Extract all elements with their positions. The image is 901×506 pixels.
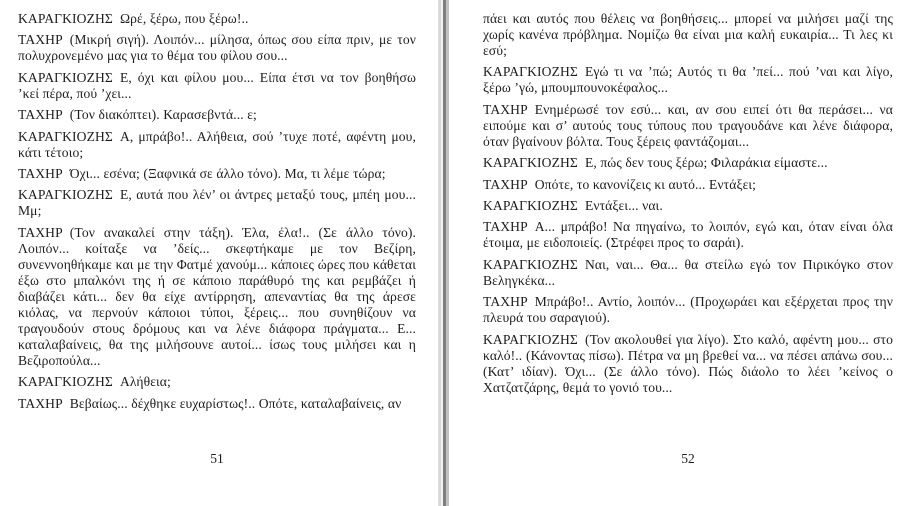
dialogue-text: Όχι... εσένα; (Ξαφνικά σε άλλο τόνο). Μα, τι λέμε τώρα; [69,165,386,181]
dialogue-text: Ε, αυτά που λέν’ οι άντρες μεταξύ τους, μπέη μου... Μμ; [18,187,416,219]
dialogue-paragraph [18,11,416,27]
dialogue-text: Οπότε, το κανονίζεις κι αυτό... Εντάξει; [534,176,757,192]
dialogue-paragraph [18,374,416,390]
page-number-left: 51 [210,451,224,466]
speaker-name: ΚΑΡΑΓΚΙΟΖΗΣ [483,64,578,80]
dialogue-paragraph [18,225,416,369]
speaker-name: ΚΑΡΑΓΚΙΟΖΗΣ [483,256,578,272]
dialogue-text: (Μικρή σιγή). Λοιπόν... μίλησα, όπως σου είπα πριν, με τον πολυχρονεμένο μας για το θέμα του φίλου σου... [18,32,416,64]
speaker-name: ΚΑΡΑΓΚΙΟΖΗΣ [18,11,113,26]
dialogue-paragraph [483,177,893,193]
dialogue-text: Εντάξει... ναι. [584,197,663,213]
dialogue-text: Εγώ τι να ’πώ; Αυτός τι θα ’πεί... πού ’ναι και λίγο, ξέρω ’γώ, μπουμπουνοκέφαλος... [483,64,893,96]
speaker-name: ΚΑΡΑΓΚΙΟΖΗΣ [18,187,113,203]
dialogue-paragraph [483,219,893,251]
dialogue-text: Βεβαίως... δέχθηκε ευχαρίστως!.. Οπότε, καταλαβαίνεις, αν [69,395,402,411]
left-page [18,11,416,417]
dialogue-paragraph [483,155,893,171]
dialogue-text: Ωρέ, ξέρω, που ξέρω!.. [119,11,249,26]
dialogue-paragraph [483,294,893,326]
speaker-name: ΚΑΡΑΓΚΙΟΖΗΣ [18,128,113,144]
dialogue-text: Α, μπράβο!.. Αλήθεια, σού ’τυχε ποτέ, αφέντη μου, κάτι τέτοιο; [18,128,416,160]
dialogue-paragraph [18,166,416,182]
dialogue-text: Α... μπράβο! Να πηγαίνω, το λοιπόν, εγώ και, όταν είναι όλα έτοιμα, με ειδοποιείς. (Στρέφει προς το σαράι). [483,219,893,251]
dialogue-paragraph [483,11,893,59]
dialogue-paragraph [483,257,893,289]
dialogue-paragraph [483,332,893,396]
dialogue-paragraph [18,396,416,412]
speaker-name: ΚΑΡΑΓΚΙΟΖΗΣ [18,69,113,85]
speaker-name: ΤΑΧΗΡ [483,101,528,117]
dialogue-paragraph [483,198,893,214]
dialogue-paragraph [18,32,416,64]
dialogue-text: Ε, πώς δεν τους ξέρω; Φιλαράκια είμαστε... [584,155,828,171]
dialogue-paragraph [18,107,416,123]
speaker-name: ΚΑΡΑΓΚΙΟΖΗΣ [483,155,578,171]
speaker-name: ΚΑΡΑΓΚΙΟΖΗΣ [483,197,578,213]
dialogue-paragraph [18,70,416,102]
speaker-name: ΤΑΧΗΡ [18,165,63,181]
speaker-name: ΤΑΧΗΡ [18,395,63,411]
speaker-name: ΤΑΧΗΡ [483,219,528,235]
speaker-name: ΚΑΡΑΓΚΙΟΖΗΣ [483,331,578,347]
dialogue-text: (Τον ακολουθεί για λίγο). Στο καλό, αφέντη μου... στο καλό!.. (Κάνοντας πίσω). Πέτρα να μη βρεθεί να... να πέσει απάνω σου... (Κατ’ ιδίαν). Όχι... (Σε άλλο τόνο). Πώς διάολο το λέει ’κείνος ο Χατζατζάρης, θεμά το γονιό του... [483,331,893,395]
page-gutter-divider [436,0,452,506]
dialogue-text: (Τον διακόπτει). Καρασεβντά... ε; [69,107,257,123]
page-number-right: 52 [681,451,695,466]
speaker-name: ΤΑΧΗΡ [18,32,63,48]
dialogue-text: Ενημέρωσέ τον εσύ... και, αν σου ειπεί ότι θα περάσει... να ειπούμε και σ’ αυτούς τους τύπους που τραγουδάνε και λένε διάφορα, όταν βγαίνουν βόλτα. Τους ξέρεις φαντάζομαι... [483,101,893,149]
dialogue-paragraph [483,102,893,150]
speaker-name: ΤΑΧΗΡ [18,107,63,123]
right-page [483,11,893,401]
dialogue-text: Αλήθεια; [119,374,171,390]
dialogue-paragraph [18,187,416,219]
dialogue-paragraph [18,129,416,161]
dialogue-text: Μπράβο!.. Αντίο, λοιπόν... (Προχωράει και εξέρχεται προς την πλευρά του σαραγιού). [483,294,893,326]
speaker-name: ΤΑΧΗΡ [18,224,63,240]
speaker-name: ΤΑΧΗΡ [483,176,528,192]
speaker-name: ΤΑΧΗΡ [483,294,528,310]
dialogue-text: πάει και αυτός που θέλεις να βοηθήσεις... μπορεί να μιλήσει μαζί της χωρίς κανένα πρόβλημα. Νομίζω θα είναι μια καλή ευκαιρία... Τι λες κι εσύ; [483,11,893,58]
dialogue-paragraph [483,64,893,96]
dialogue-text: (Τον ανακαλεί στην τάξη). Έλα, έλα!.. (Σε άλλο τόνο). Λοιπόν... κοίταξε να ’δείς... σκεφτήκαμε με τον Βεζίρη, συνεννοηθήκαμε και με την Φατμέ χανούμ... κάποιες ώρες που κάθεται έξω στο μπαλκόνι της ή σε κάποιο παράθυρό της και ρεμβάζει ή διαβάζει κάτι... δεν θα είχε αντίρρηση, απεναντίας θα της άρεσε κιόλας, να περνούν κάποιοι τύποι, ξέρεις... που συνηθίζουν να τραγουδούν στους δρόμους και να λένε διάφορα πράγματα... Ε... καταλαβαίνεις, θα της μιλήσουνε αυτοί... ίσως τους μιλήσει και η Βεζιροπούλα... [18,224,416,368]
speaker-name: ΚΑΡΑΓΚΙΟΖΗΣ [18,374,113,390]
dialogue-text: Ε, όχι και φίλου μου... Είπα έτσι να τον βοηθήσω ’κεί πέρα, πού ’χει... [18,69,416,101]
dialogue-text: Ναι, ναι... Θα... θα στείλω εγώ τον Πιρικόγκο στον Βεληγκέκα... [483,256,893,288]
